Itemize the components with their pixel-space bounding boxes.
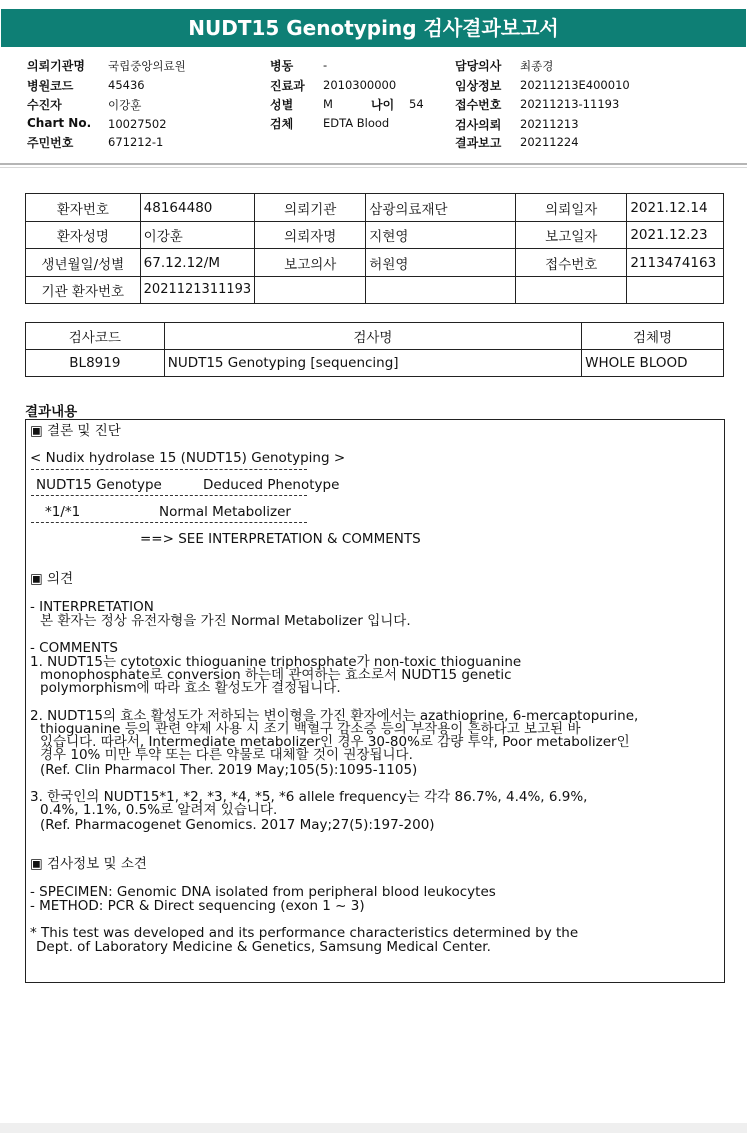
table-row [26, 277, 724, 304]
request-date-value: 20211213 [520, 117, 579, 131]
table-cell: 의뢰일자 [516, 194, 627, 222]
comment-2-line: thioguanine 등의 관련 약제 사용 시 조기 백혈구 감소증 등의 부작용이 흔하다고 보고된 바 [40, 721, 581, 737]
comment-3-line: 3. 한국인의 NUDT15*1, *2, *3, *4, *5, *6 allele frequency는 각각 86.7%, 4.4%, 6.9%, [30, 789, 588, 805]
table-row [26, 249, 724, 277]
sex-value: M [323, 97, 333, 111]
opinion-header: ▣ 의견 [30, 571, 74, 587]
table-cell: 2021.12.14 [627, 194, 724, 222]
table-header-cell: 검사코드 [26, 323, 165, 350]
report-title: NUDT15 Genotyping 검사결과보고서 [1, 9, 746, 47]
sex-label: 성별 [270, 98, 294, 112]
header-divider-shadow [0, 167, 747, 168]
hospital-label: 의뢰기관명 [27, 59, 85, 73]
age-value: 54 [409, 97, 424, 111]
header-divider [0, 163, 747, 165]
table-cell [516, 277, 627, 304]
age-label: 나이 [371, 98, 395, 112]
request-date-label: 검사의뢰 [455, 118, 502, 132]
comment-2-reference: (Ref. Clin Pharmacol Ther. 2019 May;105(5):1095-1105) [40, 762, 418, 778]
comment-3-reference: (Ref. Pharmacogenet Genomics. 2017 May;27(5):197-200) [40, 817, 435, 833]
table-cell: 삼광의료재단 [366, 194, 516, 222]
table-cell: 접수번호 [516, 249, 627, 277]
phenotype-column-header: Deduced Phenotype [203, 477, 340, 493]
table-cell: 이강훈 [140, 222, 255, 249]
genotype-column-header: NUDT15 Genotype [36, 477, 162, 493]
table-header-row [26, 323, 724, 350]
report-date-label: 결과보고 [455, 136, 502, 150]
table-cell [627, 277, 724, 304]
genotype-value: *1/*1 [45, 504, 81, 520]
gene-title: < Nudix hydrolase 15 (NUDT15) Genotyping > [30, 450, 346, 466]
test-info-table [25, 322, 724, 377]
method-line: - METHOD: PCR & Direct sequencing (exon 1 ~ 3) [30, 898, 365, 914]
hospital-value: 국립중앙의료원 [108, 59, 186, 73]
patient-value: 이강훈 [108, 98, 142, 112]
divider [31, 522, 307, 523]
see-reference: ==> SEE INTERPRETATION & COMMENTS [140, 531, 421, 547]
page-footer-band [0, 1123, 747, 1133]
conclusion-header: ▣ 결론 및 진단 [30, 423, 121, 439]
divider [31, 495, 307, 496]
ward-label: 병동 [270, 59, 294, 73]
disclaimer-line: * This test was developed and its performance characteristics determined by the [30, 925, 579, 941]
table-row [26, 350, 724, 377]
table-cell: 2113474163 [627, 249, 724, 277]
divider [31, 469, 307, 470]
table-cell: 48164480 [140, 194, 255, 222]
department-label: 진료과 [270, 79, 305, 93]
test-info-header: ▣ 검사정보 및 소견 [30, 856, 147, 872]
patient-info-table [25, 193, 724, 304]
comment-1-line: monophosphate로 conversion 하는데 관여하는 효소로서 NUDT15 genetic [40, 667, 512, 683]
report-date-value: 20211224 [520, 135, 579, 149]
table-row [26, 222, 724, 249]
table-cell: 환자성명 [26, 222, 141, 249]
resident-no-label: 주민번호 [27, 136, 74, 150]
comment-2-line: 2. NUDT15의 효소 활성도가 저하되는 변이형을 가진 환자에서는 azathioprine, 6-mercaptopurine, [30, 708, 639, 724]
receipt-no-value: 20211213-11193 [520, 97, 620, 111]
chart-no-label: Chart No. [27, 116, 92, 130]
hospital-code-value: 45436 [108, 78, 145, 92]
table-cell: 67.12.12/M [140, 249, 255, 277]
table-cell: 지현영 [366, 222, 516, 249]
table-header-cell: 검체명 [582, 323, 724, 350]
table-cell: 생년월일/성별 [26, 249, 141, 277]
table-row [26, 194, 724, 222]
specimen-value: EDTA Blood [323, 116, 390, 130]
receipt-no-label: 접수번호 [455, 98, 502, 112]
doctor-value: 최종경 [520, 59, 554, 73]
table-cell: 2021.12.23 [627, 222, 724, 249]
comment-1-line: 1. NUDT15는 cytotoxic thioguanine triphosphate가 non-toxic thioguanine [30, 654, 522, 670]
chart-no-value: 10027502 [108, 117, 167, 131]
table-cell: 허원영 [366, 249, 516, 277]
comment-1-line: polymorphism에 따라 효소 활성도가 결정됩니다. [40, 680, 341, 696]
table-cell: 환자번호 [26, 194, 141, 222]
department-value: 2010300000 [323, 78, 397, 92]
table-cell [255, 277, 366, 304]
table-cell [366, 277, 516, 304]
clinical-info-value: 20211213E400010 [520, 78, 630, 92]
table-header-cell: 검사명 [164, 323, 581, 350]
table-cell: NUDT15 Genotyping [sequencing] [164, 350, 581, 377]
phenotype-value: Normal Metabolizer [159, 504, 291, 520]
results-box [25, 419, 725, 983]
table-cell: 의뢰자명 [255, 222, 366, 249]
disclaimer-line: Dept. of Laboratory Medicine & Genetics, Samsung Medical Center. [36, 939, 491, 955]
ward-value: - [323, 58, 328, 72]
interpretation-title: - INTERPRETATION [30, 599, 154, 615]
comment-2-line: 있습니다. 따라서, Intermediate metabolizer인 경우 30-80%로 감량 투약, Poor metabolizer인 [40, 734, 630, 750]
interpretation-text: 본 환자는 정상 유전자형을 가진 Normal Metabolizer 입니다. [40, 613, 411, 629]
table-cell: WHOLE BLOOD [582, 350, 724, 377]
clinical-info-label: 임상정보 [455, 79, 502, 93]
comments-title: - COMMENTS [30, 640, 118, 656]
patient-label: 수진자 [27, 98, 62, 112]
specimen-label: 검체 [270, 117, 294, 131]
doctor-label: 담당의사 [455, 59, 502, 73]
table-cell: BL8919 [26, 350, 165, 377]
resident-no-value: 671212-1 [108, 135, 164, 149]
comment-2-line: 경우 10% 미만 투약 또는 다른 약물로 대체할 것이 권장됩니다. [40, 747, 413, 763]
table-cell: 기관 환자번호 [26, 277, 141, 304]
hospital-code-label: 병원코드 [27, 79, 74, 93]
results-section-title: 결과내용 [25, 404, 78, 420]
specimen-line: - SPECIMEN: Genomic DNA isolated from peripheral blood leukocytes [30, 884, 496, 900]
table-cell: 의뢰기관 [255, 194, 366, 222]
table-cell: 보고일자 [516, 222, 627, 249]
table-cell: 보고의사 [255, 249, 366, 277]
comment-3-line: 0.4%, 1.1%, 0.5%로 알려져 있습니다. [40, 802, 278, 818]
table-cell: 2021121311193 [140, 277, 255, 304]
